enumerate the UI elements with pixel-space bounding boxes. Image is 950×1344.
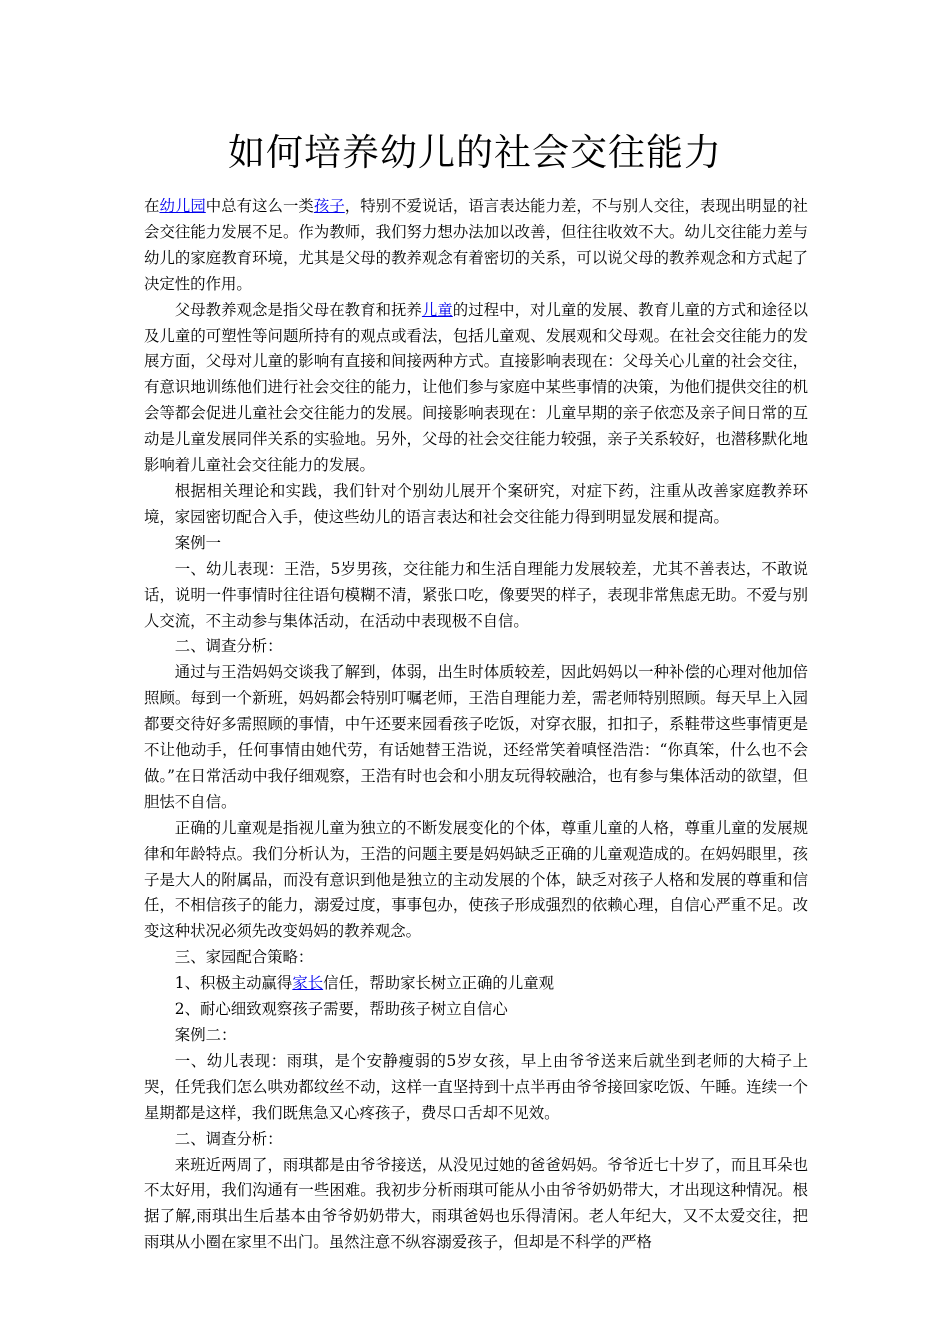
text: 父母教养观念是指父母在教育和抚养: [174, 300, 422, 319]
text: 的过程中，对儿童的发展、教育儿童的方式和途径以及儿童的可塑性等问题所持有的观点或看法，包括儿童观、发展观和父母观。在社会交往能力的发展方面，父母对儿童的影响有直接和间接两种方式。直接影响表现在：父母关心儿童的社会交往，有意识地训练他们进行社会交往的能力，让他们参与家庭中某些事情的决策，为他们提供交往的机会等都会促进儿童社会交往能力的发展。间接影响表现在：儿童早期的亲子依恋及亲子间日常的互动是儿童发展同伴关系的实验地。另外，父母的社会交往能力较强，亲子关系较好，也潜移默化地影响着儿童社会交往能力的发展。: [144, 300, 808, 475]
link-parents[interactable]: 家长: [292, 974, 324, 993]
heading-case-one: 案例一: [174, 533, 221, 552]
text: 信任，帮助家长树立正确的儿童观: [323, 974, 554, 993]
document-body: [144, 194, 808, 1256]
paragraph-approach: 根据相关理论和实践，我们针对个别幼儿展开个案研究，对症下药，注重从改善家庭教养环境，家园密切配合入手，使这些幼儿的语言表达和社会交往能力得到明显发展和提高。: [144, 481, 808, 526]
heading-case-two: 案例二：: [174, 1026, 237, 1044]
document-title: 如何培养幼儿的社会交往能力: [228, 131, 722, 174]
strategy-item-2: 2、耐心细致观察孩子需要，帮助孩子树立自信心: [174, 1000, 508, 1019]
heading-case2-analysis: 二、调查分析：: [174, 1129, 283, 1148]
paragraph-parent-concept: [144, 298, 808, 479]
text: ，特别不爱说话，语言表达能力差，不与别人交往，表现出明显的社会交往能力发展不足。作为教师，我们努力想办法加以改善，但往往收效不大。幼儿交往能力差与幼儿的家庭教育环境，尤其是父母的教养观念有着密切的关系，可以说父母的教养观念和方式起了决定性的作用。: [144, 197, 808, 293]
heading-case1-analysis: 二、调查分析：: [174, 637, 283, 656]
paragraph-case1-view: 正确的儿童观是指视儿童为独立的不断发展变化的个体，尊重儿童的人格，尊重儿童的发展规律和年龄特点。我们分析认为，王浩的问题主要是妈妈缺乏正确的儿童观造成的。在妈妈眼里，孩子是大人的附属品，而没有意识到他是独立的主动发展的个体，缺乏对孩子人格和发展的尊重和信任，不相信孩子的能力，溺爱过度，事事包办，使孩子形成强烈的依赖心理，自信心严重不足。改变这种状况必须先改变妈妈的教养观念。: [144, 818, 808, 941]
paragraph-case2-behavior: 一、幼儿表现：雨琪，是个安静瘦弱的5岁女孩，早上由爷爷送来后就坐到老师的大椅子上哭，任凭我们怎么哄劝都纹丝不动，这样一直坚持到十点半再由爷爷接回家吃饭、午睡。连续一个星期都是这样，我们既焦急又心疼孩子，费尽口舌却不见效。: [144, 1051, 808, 1122]
paragraph-case1-behavior: 一、幼儿表现：王浩，5岁男孩，交往能力和生活自理能力发展较差，尤其不善表达，不敢说话，说明一件事情时往往语句模糊不清，紧张口吃，像要哭的样子，表现非常焦虑无助。不爱与别人交流，不主动参与集体活动，在活动中表现极不自信。: [144, 559, 808, 630]
strategy-item-1: [144, 971, 808, 997]
text: 1、积极主动赢得: [174, 974, 293, 993]
text: 中总有这么一类: [205, 197, 314, 215]
link-child[interactable]: 孩子: [313, 197, 345, 215]
heading-case1-strategy: 三、家园配合策略：: [174, 948, 314, 967]
paragraph-intro: [144, 194, 808, 298]
paragraph-case1-analysis: 通过与王浩妈妈交谈我了解到，体弱，出生时体质较差，因此妈妈以一种补偿的心理对他加倍照顾。每到一个新班，妈妈都会特别叮嘱老师，王浩自理能力差，需老师特别照顾。每天早上入园都要交待好多需照顾的事情，中午还要来园看孩子吃饭，对穿衣服，扣扣子，系鞋带这些事情更是不让他动手，任何事情由她代劳，有话她替王浩说，还经常笑着嗔怪浩浩：“你真笨，什么也不会做。”在日常活动中我仔细观察，王浩有时也会和小朋友玩得较融洽，也有参与集体活动的欲望，但胆怯不自信。: [144, 663, 808, 811]
text: 在: [144, 197, 160, 215]
link-kindergarten[interactable]: 幼儿园: [159, 197, 206, 215]
link-children[interactable]: 儿童: [421, 300, 453, 319]
paragraph-case2-analysis: 来班近两周了，雨琪都是由爷爷接送，从没见过她的爸爸妈妈。爷爷近七十岁了，而且耳朵也不太好用，我们沟通有一些困难。我初步分析雨琪可能从小由爷爷奶奶带大，才出现这种情况。根据了解,雨琪出生后基本由爷爷奶奶带大，雨琪爸妈也乐得清闲。老人年纪大，又不太爱交往，把雨琪从小圈在家里不出门。虽然注意不纵容溺爱孩子，但却是不科学的严格: [144, 1155, 808, 1252]
